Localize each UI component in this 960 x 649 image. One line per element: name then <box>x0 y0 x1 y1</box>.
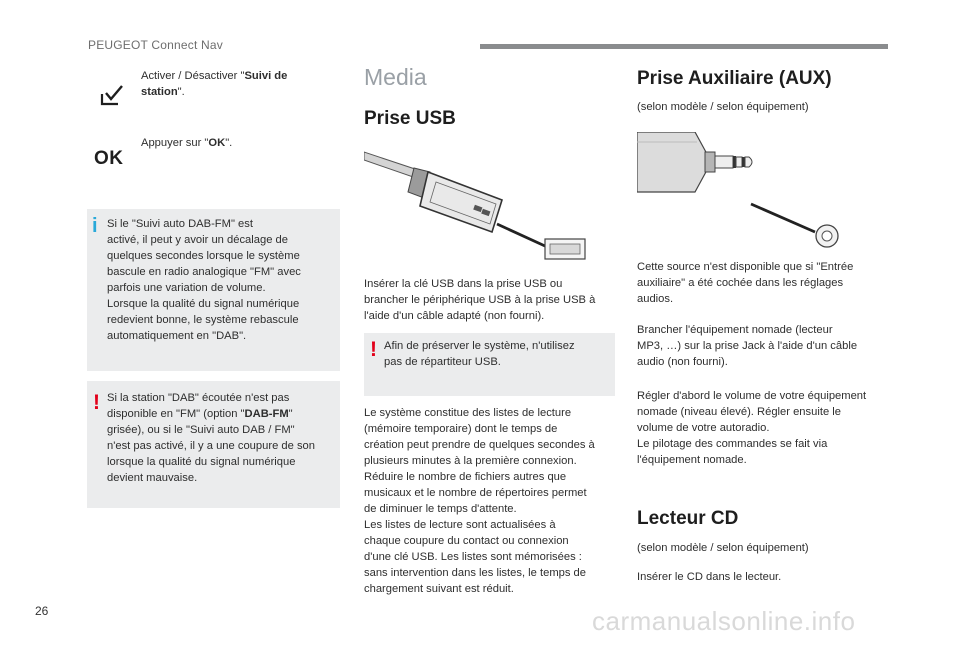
usb-illustration <box>364 146 590 262</box>
step-ok-text: Appuyer sur "OK". <box>141 137 233 149</box>
aux-subtitle: (selon modèle / selon équipement) <box>637 101 809 113</box>
aux-heading: Prise Auxiliaire (AUX) <box>637 68 832 89</box>
cd-heading: Lecteur CD <box>637 508 739 529</box>
aux-paragraph-3: Régler d'abord le volume de votre équipement nomade (niveau élevé). Régler ensuite le volume de votre autoradio. Le pilotage des commandes se fait via l'équipement nomade. <box>637 390 867 466</box>
warning-note-text: Si la station "DAB" écoutée n'est pas disponible en "FM" (option "DAB-FM" grisée), ou si le "Suivi auto DAB / FM" n'est pas activé, il y a une coupure de son lorsque la qualité du signal numérique devient mauvaise. <box>107 392 315 484</box>
aux-paragraph-1: Cette source n'est disponible que si "Entrée auxiliaire" a été cochée dans les réglages audios. <box>637 261 854 305</box>
usb-heading: Prise USB <box>364 108 456 129</box>
checkbox-check-icon <box>100 84 126 106</box>
ok-icon: OK <box>94 148 124 169</box>
cd-subtitle: (selon modèle / selon équipement) <box>637 542 809 554</box>
header-rule <box>480 44 888 49</box>
playlist-paragraph: Le système constitue des listes de lecture (mémoire temporaire) dont le temps de création peut prendre de quelques secondes à plusieurs minutes à la première connexion. Réduire le nombre de fichiers autres que musicaux et le nombre de répertoires permet de diminuer le temps d'attente. Les listes de lecture sont actualisées à chaque coupure du contact ou connexion d'une clé USB. Les listes sont mémorisées : sans intervention dans les listes, le temps de chargement suivant est réduit. <box>364 407 595 595</box>
warning-icon: ! <box>93 391 100 414</box>
step-toggle-text: Activer / Désactiver "Suivi de station". <box>141 70 288 98</box>
aux-jack-illustration <box>637 132 847 250</box>
cd-paragraph: Insérer le CD dans le lecteur. <box>637 571 782 583</box>
page-number: 26 <box>35 604 49 618</box>
running-header: PEUGEOT Connect Nav <box>88 38 223 52</box>
usb-warning-text: Afin de préserver le système, n'utilisez pas de répartiteur USB. <box>384 340 575 368</box>
aux-paragraph-2: Brancher l'équipement nomade (lecteur MP3, …) sur la prise Jack à l'aide d'un câble audio (non fourni). <box>637 324 858 368</box>
section-title-media: Media <box>364 64 427 90</box>
watermark: carmanualsonline.info <box>592 606 856 636</box>
info-note-text: Si le "Suivi auto DAB-FM" est activé, il peut y avoir un décalage de quelques secondes lorsque le système bascule en radio analogique "FM" avec parfois une variation de volume. Lorsque la qualité du signal numérique redevient bonne, le système rebascule automatiquement en "DAB". <box>107 218 301 342</box>
usb-paragraph: Insérer la clé USB dans la prise USB ou brancher le périphérique USB à la prise USB à l'aide d'un câble adapté (non fourni). <box>364 278 596 322</box>
usb-warning-icon: ! <box>370 338 377 361</box>
info-icon: i <box>92 215 98 237</box>
